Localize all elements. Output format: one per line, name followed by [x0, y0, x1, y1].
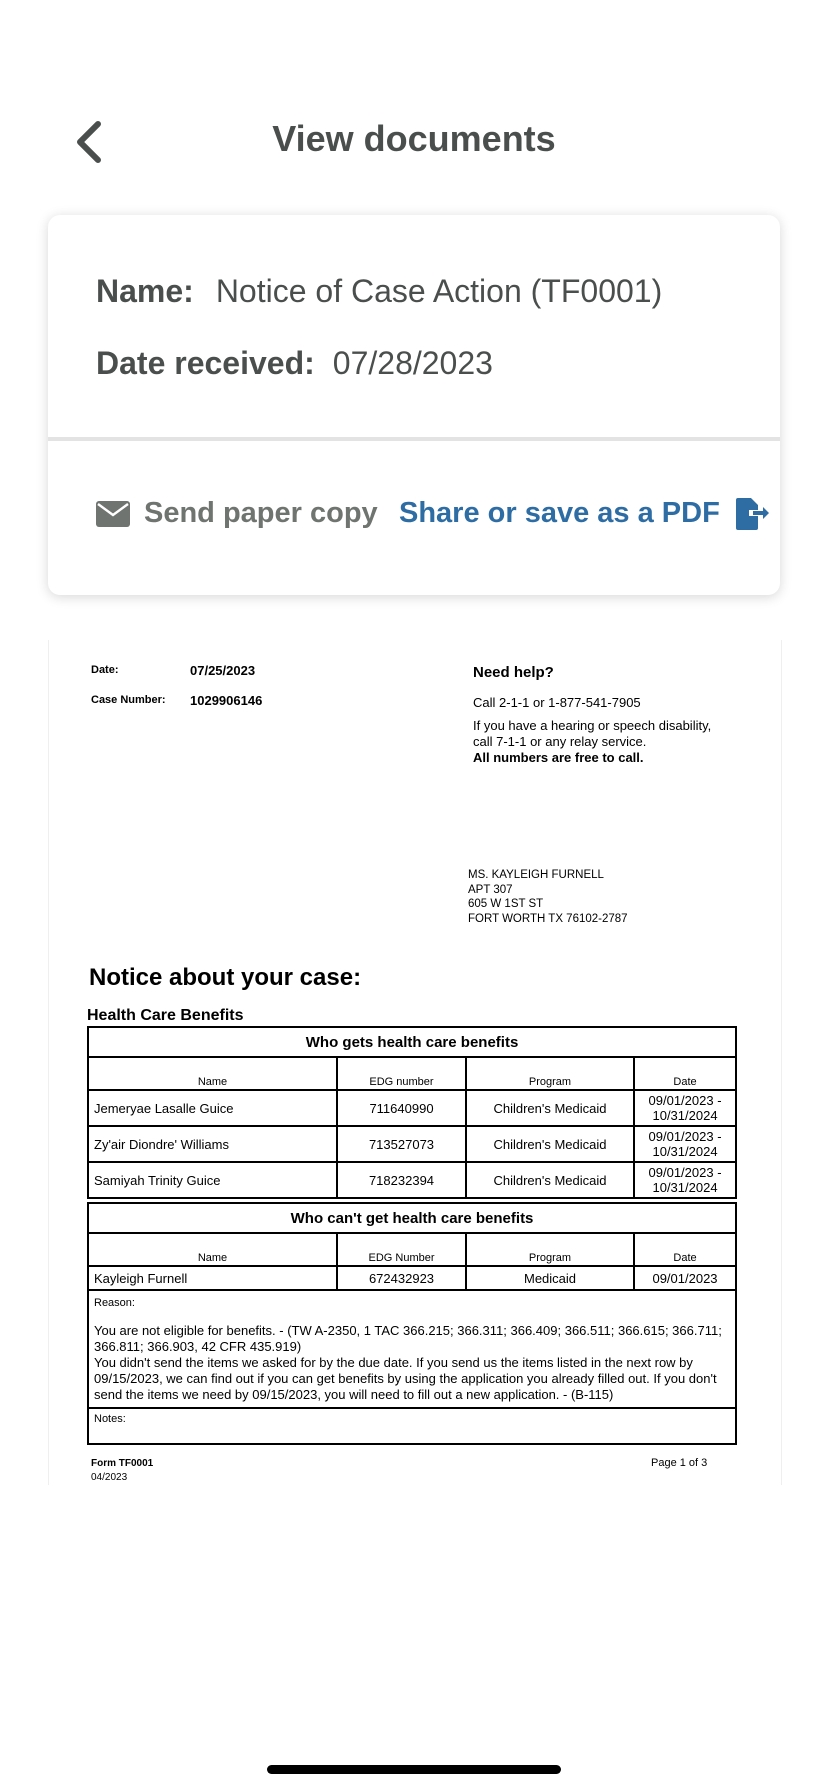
document-info-card [48, 215, 780, 595]
help-line-1: If you have a hearing or speech disability, [473, 718, 712, 733]
column-header: EDG number [337, 1057, 466, 1090]
cell-name: Zy'air Diondre' Williams [88, 1126, 337, 1162]
cell-date: 09/01/2023 - 10/31/2024 [634, 1162, 736, 1198]
table-row [88, 1266, 736, 1290]
cell-name: Kayleigh Furnell [88, 1266, 337, 1290]
column-header: Name [88, 1057, 337, 1090]
cell-program: Medicaid [466, 1266, 634, 1290]
doc-case-value: 1029906146 [190, 693, 263, 708]
help-free-text: All numbers are free to call. [473, 750, 644, 765]
notes-row [88, 1408, 736, 1444]
column-header: Program [466, 1233, 634, 1266]
gets-benefits-table [87, 1026, 737, 1199]
column-header: Date [634, 1057, 736, 1090]
address-line: FORT WORTH TX 76102-2787 [468, 912, 628, 925]
share-pdf-button[interactable] [399, 497, 770, 530]
mailing-address [468, 868, 628, 926]
help-title: Need help? [473, 664, 554, 681]
column-header: Name [88, 1233, 337, 1266]
share-pdf-label: Share or save as a PDF [399, 497, 720, 529]
document-preview [48, 640, 782, 1485]
doc-case-label: Case Number: [91, 694, 166, 706]
table-row [88, 1162, 736, 1198]
file-export-icon [736, 498, 770, 530]
form-label: Form TF0001 [91, 1458, 154, 1469]
column-header: EDG Number [337, 1233, 466, 1266]
cell-name: Jemeryae Lasalle Guice [88, 1090, 337, 1126]
table-caption: Who can't get health care benefits [88, 1203, 736, 1233]
cell-date: 09/01/2023 - 10/31/2024 [634, 1090, 736, 1126]
reason-label: Reason: [94, 1297, 135, 1309]
name-value: Notice of Case Action (TF0001) [215, 273, 663, 309]
column-header: Program [466, 1057, 634, 1090]
form-date: 04/2023 [91, 1472, 128, 1483]
cant-get-benefits-table [87, 1202, 737, 1445]
reason-cell [88, 1290, 736, 1408]
notice-title: Notice about your case: [89, 964, 362, 991]
address-line: MS. KAYLEIGH FURNELL [468, 869, 604, 881]
doc-date-label: Date: [91, 664, 119, 676]
notes-label: Notes: [88, 1408, 736, 1444]
envelope-icon [96, 501, 130, 527]
table-row [88, 1090, 736, 1126]
page-number: Page 1 of 3 [651, 1457, 708, 1469]
home-indicator[interactable] [267, 1765, 561, 1774]
cell-edg: 718232394 [337, 1162, 466, 1198]
header [0, 0, 828, 200]
date-received-label: Date received: [96, 345, 315, 381]
cell-program: Children's Medicaid [466, 1126, 634, 1162]
reason-text: You didn't send the items we asked for by the due date. If you send us the items listed in the next row by 09/15/2023, we can find out if you can get benefits by using the application you already filled out. If you don't send the items we need by 09/15/2023, you will need to fill out a new application. - (B-115) [94, 1355, 717, 1402]
cell-program: Children's Medicaid [466, 1090, 634, 1126]
send-paper-copy-label: Send paper copy [144, 497, 378, 529]
doc-date-value: 07/25/2023 [190, 663, 256, 678]
section-title: Health Care Benefits [87, 1007, 244, 1024]
reason-text: You are not eligible for benefits. - (TW A-2350, 1 TAC 366.215; 366.311; 366.409; 366.511; 366.615; 366.711; 366.811; 366.903, 42 CFR 435.919) [94, 1323, 722, 1354]
cell-edg: 713527073 [337, 1126, 466, 1162]
name-label: Name: [96, 273, 194, 309]
cell-program: Children's Medicaid [466, 1162, 634, 1198]
page-title: View documents [272, 118, 556, 159]
address-line: APT 307 [468, 883, 513, 896]
column-header: Date [634, 1233, 736, 1266]
cell-date: 09/01/2023 - 10/31/2024 [634, 1126, 736, 1162]
table-caption: Who gets health care benefits [88, 1027, 736, 1057]
document-name-row [96, 273, 662, 310]
cell-edg: 672432923 [337, 1266, 466, 1290]
date-received-value: 07/28/2023 [332, 345, 493, 381]
cell-date: 09/01/2023 [634, 1266, 736, 1290]
reason-row [88, 1290, 736, 1408]
cell-edg: 711640990 [337, 1090, 466, 1126]
date-received-row [96, 345, 493, 382]
address-line: 605 W 1ST ST [468, 898, 544, 910]
help-line-2: call 7-1-1 or any relay service. [473, 734, 647, 749]
table-row [88, 1126, 736, 1162]
card-divider [48, 437, 780, 441]
help-call-text: Call 2-1-1 or 1-877-541-7905 [473, 695, 641, 710]
cell-name: Samiyah Trinity Guice [88, 1162, 337, 1198]
send-paper-copy-button[interactable] [96, 497, 378, 530]
